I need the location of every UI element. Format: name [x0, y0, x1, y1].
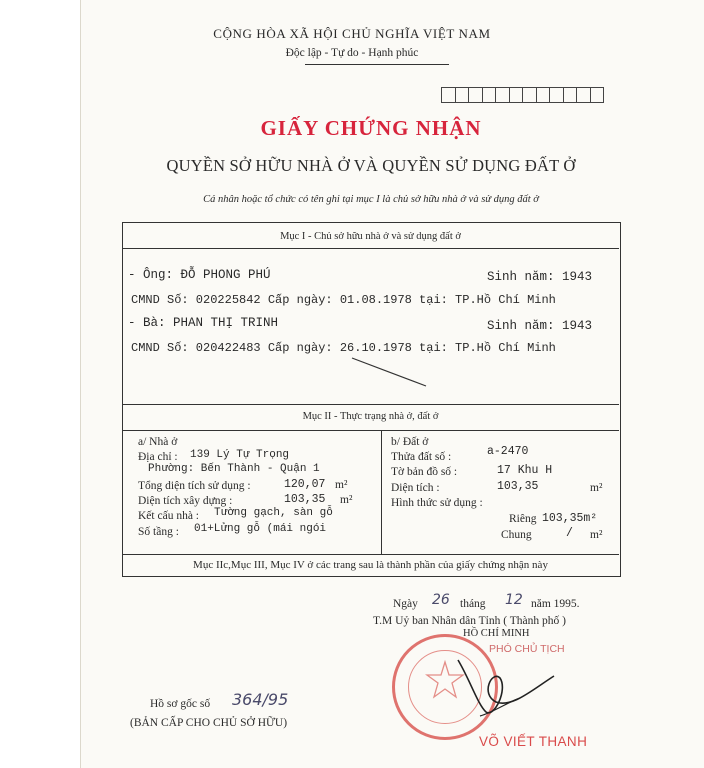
land-area-unit: m² [590, 482, 603, 494]
section1-heading: Mục I - Chủ sở hữu nhà ở và sử dụng đất ở [280, 231, 461, 242]
authority: T.M Uỷ ban Nhân dân Tỉnh ( Thành phố ) [373, 615, 566, 627]
floors-value: 01+Lửng gỗ (mái ngói [194, 523, 327, 535]
month-label: tháng [460, 598, 486, 610]
address-line1: 139 Lý Tự Trọng [190, 449, 290, 461]
serial-box [591, 88, 604, 102]
authority-city: HỒ CHÍ MINH [463, 628, 530, 639]
private-label: Riêng [509, 513, 537, 525]
certificate-subtitle: QUYỀN SỞ HỮU NHÀ Ở VÀ QUYỀN SỬ DỤNG ĐẤT Ở [166, 156, 576, 175]
table-divider [122, 248, 619, 249]
footer-note: Mục IIc,Mục III, Mục IV ở các trang sau là thành phần của giấy chứng nhận này [193, 559, 548, 571]
record-number: 364/95 [232, 690, 289, 709]
total-area-value: 120,07 [284, 478, 326, 491]
date-prefix: Ngày [393, 598, 418, 610]
year-label: năm 1995. [531, 598, 580, 610]
serial-box [483, 88, 497, 102]
record-label: Hồ sơ gốc số [150, 698, 211, 710]
house-label: a/ Nhà ở [138, 436, 178, 448]
serial-box [537, 88, 551, 102]
serial-box [442, 88, 456, 102]
plot-label: Thửa đất số : [391, 451, 452, 463]
serial-box [577, 88, 591, 102]
total-area-label: Tổng diện tích sử dụng : [138, 480, 251, 492]
land-area-label: Diện tích : [391, 482, 440, 494]
address-label: Địa chỉ : [138, 451, 178, 463]
serial-box [469, 88, 483, 102]
land-area-value: 103,35 [497, 480, 539, 493]
date-day: 26 [432, 592, 450, 608]
serial-box [550, 88, 564, 102]
built-area-value: 103,35 [284, 493, 326, 506]
private-value: 103,35m² [542, 512, 598, 525]
structure-value: Tường gạch, sàn gỗ [214, 507, 333, 519]
national-header: CỘNG HÒA XÃ HỘI CHỦ NGHĨA VIỆT NAM [213, 26, 491, 41]
shared-value: / [566, 527, 573, 540]
date-month: 12 [505, 592, 523, 608]
owner2-birth: Sinh năm: 1943 [487, 319, 593, 333]
built-area-label: Diện tích xây dựng : [138, 495, 233, 507]
owner1-birth: Sinh năm: 1943 [487, 270, 593, 284]
shared-label: Chung [501, 529, 532, 541]
serial-box [456, 88, 470, 102]
signer-position: PHÓ CHỦ TỊCH [489, 643, 565, 655]
national-motto: Độc lập - Tự do - Hạnh phúc [285, 47, 419, 59]
serial-box [496, 88, 510, 102]
owner1-id: CMND Số: 020225842 Cấp ngày: 01.08.1978 tại: TP.Hồ Chí Minh [131, 293, 556, 307]
table-divider [122, 430, 619, 431]
ink-stroke [350, 354, 430, 390]
serial-box [564, 88, 578, 102]
table-column-divider [381, 430, 382, 554]
owner1-name: - Ông: ĐỖ PHONG PHÚ [128, 268, 271, 282]
map-value: 17 Khu H [497, 464, 553, 477]
shared-unit: m² [590, 529, 603, 541]
owner2-id: CMND Số: 020422483 Cấp ngày: 26.10.1978 tại: TP.Hồ Chí Minh [131, 341, 556, 355]
built-area-unit: m² [340, 494, 353, 506]
section2-heading: Mục II - Thực trạng nhà ở, đất ở [302, 411, 439, 422]
motto-underline [305, 64, 449, 65]
serial-number-boxes [441, 87, 604, 103]
plot-value: a-2470 [487, 445, 529, 458]
map-label: Tờ bản đồ số : [391, 466, 458, 478]
land-label: b/ Đất ở [391, 436, 429, 448]
certificate-title: GIẤY CHỨNG NHẬN [260, 116, 482, 140]
usage-label: Hình thức sử dụng : [391, 497, 483, 509]
table-divider [122, 404, 619, 405]
owner2-name: - Bà: PHAN THỊ TRINH [128, 316, 279, 330]
serial-box [510, 88, 524, 102]
signer-name: VÕ VIẾT THANH [479, 734, 588, 749]
floors-label: Số tầng : [138, 526, 179, 538]
total-area-unit: m² [335, 479, 348, 491]
copy-note: (BẢN CẤP CHO CHỦ SỞ HỮU) [130, 717, 288, 729]
certificate-note: Cá nhân hoặc tổ chức có tên ghi tại mục I là chủ sở hữu nhà ở và sử dụng đất ở [203, 194, 539, 205]
structure-label: Kết cấu nhà : [138, 510, 199, 522]
serial-box [523, 88, 537, 102]
table-divider [122, 554, 619, 555]
handwritten-signature [450, 650, 560, 730]
address-line2: Phường: Bến Thành - Quận 1 [148, 463, 320, 475]
